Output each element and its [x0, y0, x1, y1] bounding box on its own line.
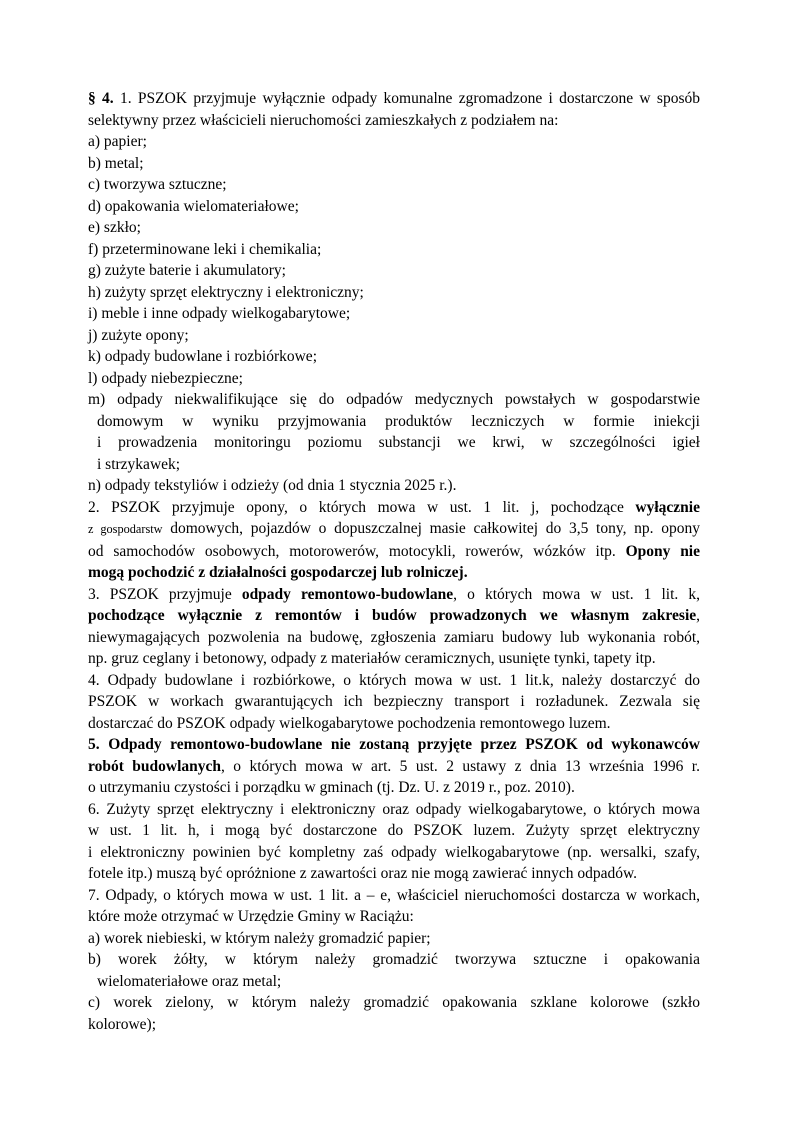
text-run: 3. PSZOK przyjmuje — [88, 585, 242, 603]
text-run-bold: wyłącznie — [635, 498, 700, 516]
text-run: 6. Zużyty sprzęt elektryczny i elektroniczny oraz odpady wielkogabarytowe, o których mowa — [88, 800, 700, 818]
text-run: b) metal; — [88, 154, 144, 172]
text-run: a) papier; — [88, 133, 147, 150]
doc-line — [88, 260, 700, 282]
document-text — [88, 88, 700, 1035]
text-run: b) worek żółty, w którym należy gromadzić tworzywa sztuczne i opakowania — [88, 951, 700, 968]
text-run: domowych, pojazdów o dopuszczalnej masie całkowitej do 3,5 tony, np. opony — [162, 520, 700, 537]
doc-line — [88, 411, 700, 433]
doc-line — [88, 88, 700, 110]
doc-line — [88, 389, 700, 411]
text-run: kolorowe); — [88, 1015, 157, 1033]
doc-line — [88, 562, 700, 584]
doc-line — [88, 863, 700, 885]
text-run: m) odpady niekwalifikujące się do odpadów medycznych powstałych w gospodarstwie — [88, 391, 700, 408]
text-run: PSZOK w workach gwarantujących ich bezpieczny transport i rozładunek. Zezwala się — [88, 693, 700, 710]
text-run: h) zużyty sprzęt elektryczny i elektroniczny; — [88, 283, 364, 301]
text-run: i prowadzenia monitoringu poziomu substancji we krwi, w szczególności igieł — [97, 434, 700, 451]
doc-line — [88, 282, 700, 304]
doc-line — [88, 174, 700, 196]
text-run: i elektroniczny powinien być kompletny zaś odpady wielkogabarytowe (np. wersalki, szafy, — [88, 843, 700, 861]
doc-line — [88, 1014, 700, 1036]
doc-line — [88, 777, 700, 799]
doc-line — [88, 475, 700, 497]
doc-line — [88, 153, 700, 175]
text-run: a) worek niebieski, w którym należy gromadzić papier; — [88, 929, 431, 947]
text-run-small: z gospodarstw — [88, 522, 163, 536]
doc-line — [88, 346, 700, 368]
doc-line — [88, 432, 700, 454]
text-run: i) meble i inne odpady wielkogabarytowe; — [88, 305, 351, 322]
doc-line — [88, 368, 700, 390]
doc-line — [88, 691, 700, 713]
text-run: l) odpady niebezpieczne; — [88, 369, 243, 387]
text-run: , o których mowa w art. 5 ust. 2 ustawy z dnia 13 września 1996 r. — [221, 757, 700, 775]
doc-line — [88, 196, 700, 218]
text-run: e) szkło; — [88, 219, 141, 236]
text-run: np. gruz ceglany i betonowy, odpady z materiałów ceramicznych, usunięte tynki, tapety itp. — [88, 650, 656, 667]
text-run-bold: odpady remontowo-budowlane — [241, 585, 454, 603]
text-run: n) odpady tekstyliów i odzieży (od dnia 1 stycznia 2025 r.). — [88, 477, 457, 494]
doc-line — [88, 949, 700, 971]
text-run: które może otrzymać w Urzędzie Gminy w Raciążu: — [88, 908, 414, 925]
text-run: i strzykawek; — [97, 455, 181, 473]
text-run: fotele itp.) muszą być opróżnione z zawartości oraz nie mogą zawierać innych odpadów. — [88, 865, 638, 882]
doc-line — [88, 799, 700, 821]
doc-line — [88, 518, 700, 541]
text-run-bold: 5. Odpady remontowo-budowlane nie zostaną przyjęte przez PSZOK od wykonawców — [88, 736, 700, 753]
text-run: o utrzymaniu czystości i porządku w gminach (tj. Dz. U. z 2019 r., poz. 2010). — [88, 779, 575, 796]
doc-line — [88, 734, 700, 756]
text-run: 4. Odpady budowlane i rozbiórkowe, o których mowa w ust. 1 lit.k, należy dostarczyć do — [88, 671, 700, 689]
doc-line — [88, 303, 700, 325]
text-run: niewymagających pozwolenia na budowę, zgłoszenia zamiaru budowy lub wykonania robót, — [88, 628, 700, 646]
text-run: j) zużyte opony; — [88, 326, 189, 344]
doc-line — [88, 541, 700, 563]
doc-line — [88, 842, 700, 864]
text-run: g) zużyte baterie i akumulatory; — [88, 262, 286, 279]
text-run: k) odpady budowlane i rozbiórkowe; — [88, 348, 317, 365]
text-run: 7. Odpady, o których mowa w ust. 1 lit. a – e, właściciel nieruchomości dostarcza w workach, — [88, 886, 700, 904]
doc-line — [88, 992, 700, 1014]
doc-line — [88, 131, 700, 153]
doc-line — [88, 605, 700, 627]
text-run-bold: robót budowlanych — [88, 757, 222, 775]
text-run: c) worek zielony, w którym należy gromadzić opakowania szklane kolorowe (szkło — [88, 994, 700, 1011]
doc-line — [88, 497, 700, 519]
text-run: wielomateriałowe oraz metal; — [97, 972, 282, 990]
doc-line — [88, 670, 700, 692]
doc-line — [88, 713, 700, 735]
doc-line — [88, 906, 700, 928]
doc-line — [88, 648, 700, 670]
doc-line — [88, 584, 700, 606]
text-run: dostarczać do PSZOK odpady wielkogabarytowe pochodzenia remontowego luzem. — [88, 714, 611, 732]
text-run-bold: § 4. — [88, 90, 114, 107]
doc-line — [88, 885, 700, 907]
text-run: f) przeterminowane leki i chemikalia; — [88, 240, 322, 258]
doc-line — [88, 110, 700, 132]
text-run: 1. PSZOK przyjmuje wyłącznie odpady komunalne zgromadzone i dostarczone w sposób — [113, 90, 700, 107]
text-run: domowym w wyniku przyjmowania produktów leczniczych w formie iniekcji — [97, 412, 700, 430]
doc-line — [88, 820, 700, 842]
doc-line — [88, 217, 700, 239]
text-run-bold: Opony nie — [625, 542, 700, 560]
text-run: selektywny przez właścicieli nieruchomości zamieszkałych z podziałem na: — [88, 111, 559, 129]
text-run: c) tworzywa sztuczne; — [88, 176, 227, 193]
doc-line — [88, 325, 700, 347]
doc-line — [88, 239, 700, 261]
doc-line — [88, 627, 700, 649]
text-run: 2. PSZOK przyjmuje opony, o których mowa w ust. 1 lit. j, pochodzące — [88, 498, 636, 516]
doc-line — [88, 971, 700, 993]
doc-line — [88, 928, 700, 950]
text-run-bold: mogą pochodzić z działalności gospodarczej lub rolniczej. — [88, 564, 468, 581]
text-run: , — [696, 607, 700, 624]
text-run: d) opakowania wielomateriałowe; — [88, 197, 299, 215]
doc-line — [88, 454, 700, 476]
text-run-bold: pochodzące wyłącznie z remontów i budów prowadzonych we własnym zakresie — [88, 607, 697, 624]
text-run: w ust. 1 lit. h, i mogą być dostarczone do PSZOK luzem. Zużyty sprzęt elektryczny — [88, 822, 700, 839]
text-run: , o których mowa w ust. 1 lit. k, — [453, 585, 700, 603]
text-run: od samochodów osobowych, motorowerów, motocykli, rowerów, wózków itp. — [88, 542, 626, 560]
doc-line — [88, 756, 700, 778]
